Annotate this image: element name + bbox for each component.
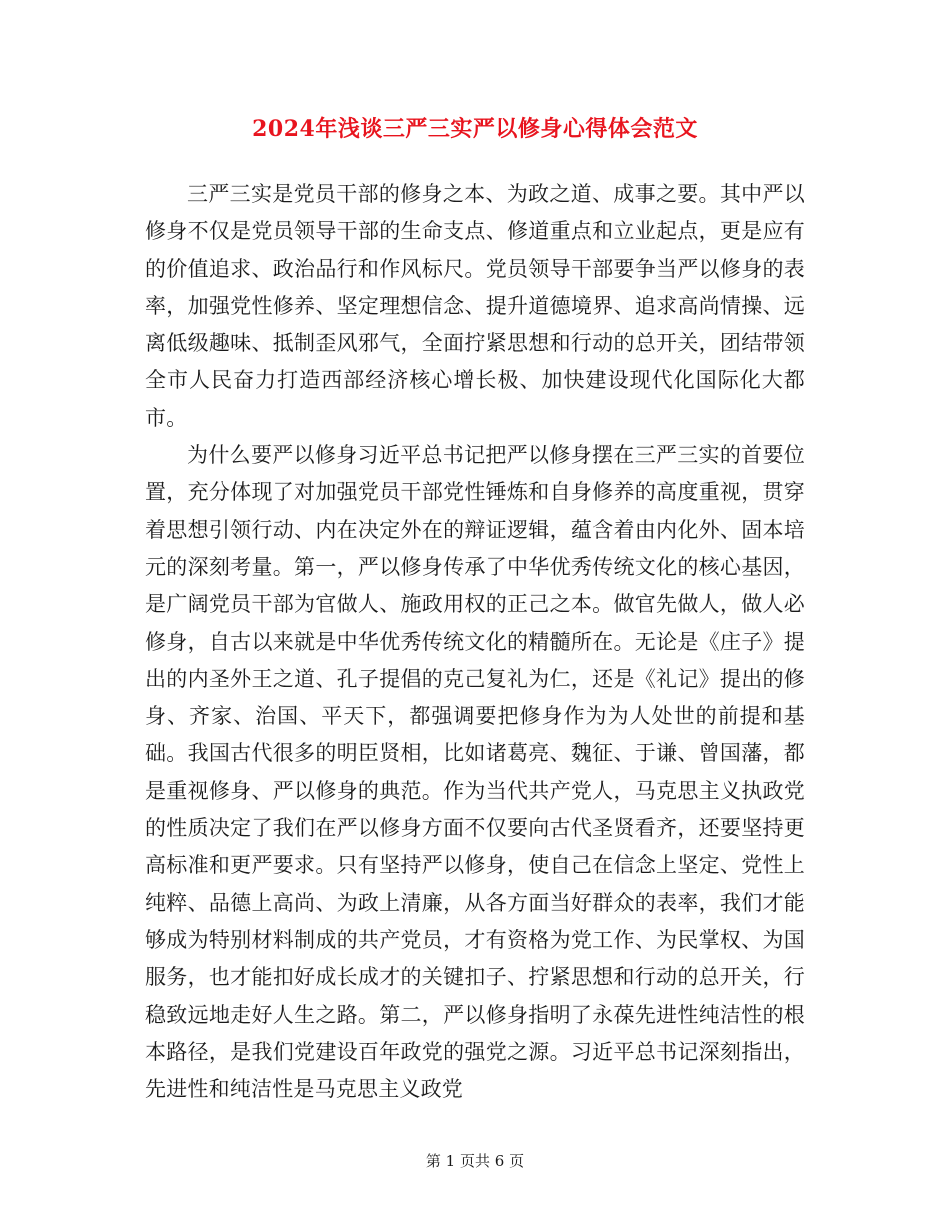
paragraph-2: 为什么要严以修身习近平总书记把严以修身摆在三严三实的首要位置，充分体现了对加强党员干部党性锤炼和自身修养的高度重视，贯穿着思想引领行动、内在决定外在的辩证逻辑，蕴含着由内化外、固本培元的深刻考量。第一，严以修身传承了中华优秀传统文化的核心基因，是广阔党员干部为官做人、施政用权的正己之本。做官先做人，做人必修身，自古以来就是中华优秀传统文化的精髓所在。无论是《庄子》提出的内圣外王之道、孔子提倡的克己复礼为仁，还是《礼记》提出的修身、齐家、治国、平天下，都强调要把修身作为为人处世的前提和基础。我国古代很多的明臣贤相，比如诸葛亮、魏征、于谦、曾国藩，都是重视修身、严以修身的典范。作为当代共产党人，马克思主义执政党的性质决定了我们在严以修身方面不仅要向古代圣贤看齐，还要坚持更高标准和更严要求。只有坚持严以修身，使自己在信念上坚定、党性上纯粹、品德上高尚、为政上清廉，从各方面当好群众的表率，我们才能够成为特别材料制成的共产党员，才有资格为党工作、为民掌权、为国服务，也才能扣好成长成才的关键扣子、拧紧思想和行动的总开关，行稳致远地走好人生之路。第二，严以修身指明了永葆先进性纯洁性的根本路径，是我们党建设百年政党的强党之源。习近平总书记深刻指出，先进性和纯洁性是马克思主义政党 xyxy=(145,443,805,1102)
paragraph-1: 三严三实是党员干部的修身之本、为政之道、成事之要。其中严以修身不仅是党员领导干部的生命支点、修道重点和立业起点，更是应有的价值追求、政治品行和作风标尺。党员领导干部要争当严以修身的表率，加强党性修养、坚定理想信念、提升道德境界、追求高尚情操、远离低级趣味、抵制歪风邪气，全面拧紧思想和行动的总开关，团结带领全市人民奋力打造西部经济核心增长极、加快建设现代化国际化大都市。 xyxy=(145,182,805,430)
page-footer: 第 1 页共 6 页 xyxy=(425,1152,525,1170)
document-body xyxy=(145,176,805,1108)
document-title: 2024年浅谈三严三实严以修身心得体会范文 xyxy=(252,116,698,142)
